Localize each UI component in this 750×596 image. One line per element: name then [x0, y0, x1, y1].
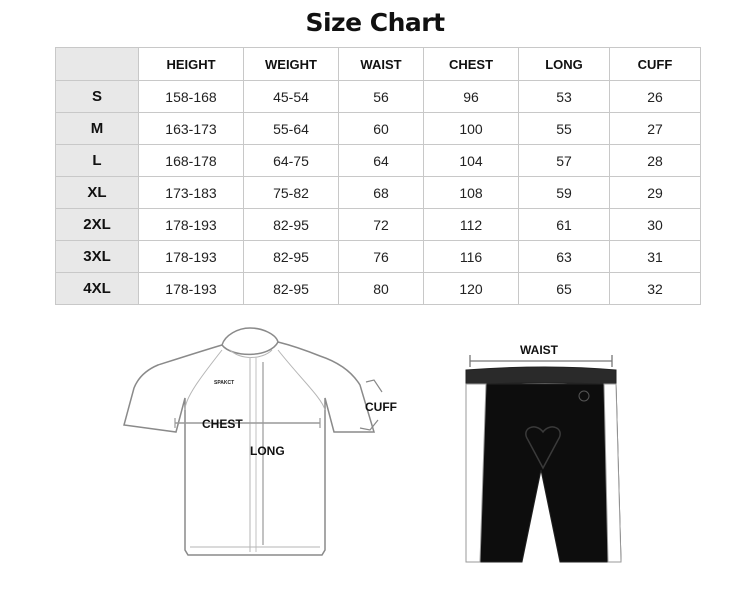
size-cell: XL: [56, 177, 139, 209]
table-cell: 82-95: [244, 241, 339, 273]
table-cell: 53: [519, 81, 610, 113]
size-cell: 3XL: [56, 241, 139, 273]
waist-label: WAIST: [520, 343, 558, 357]
table-cell: 26: [610, 81, 701, 113]
size-cell: L: [56, 145, 139, 177]
header-cell-long: LONG: [519, 48, 610, 81]
table-cell: 57: [519, 145, 610, 177]
table-cell: 178-193: [139, 209, 244, 241]
table-cell: 64-75: [244, 145, 339, 177]
table-cell: 63: [519, 241, 610, 273]
table-cell: 168-178: [139, 145, 244, 177]
table-cell: 31: [610, 241, 701, 273]
table-cell: 75-82: [244, 177, 339, 209]
table-cell: 59: [519, 177, 610, 209]
table-cell: 55: [519, 113, 610, 145]
chest-label: CHEST: [202, 417, 243, 431]
size-cell: S: [56, 81, 139, 113]
table-cell: 68: [339, 177, 424, 209]
page-title: Size Chart: [305, 8, 445, 37]
table-cell: 65: [519, 273, 610, 305]
table-cell: 112: [424, 209, 519, 241]
table-cell: 104: [424, 145, 519, 177]
header-cell-weight: WEIGHT: [244, 48, 339, 81]
long-label: LONG: [250, 444, 285, 458]
header-cell-cuff: CUFF: [610, 48, 701, 81]
table-cell: 82-95: [244, 209, 339, 241]
table-cell: 76: [339, 241, 424, 273]
table-cell: 80: [339, 273, 424, 305]
table-cell: 56: [339, 81, 424, 113]
table-cell: 27: [610, 113, 701, 145]
jersey-illustration: [124, 328, 382, 555]
size-cell: M: [56, 113, 139, 145]
shorts-illustration: [466, 355, 621, 562]
header-cell-chest: CHEST: [424, 48, 519, 81]
table-cell: 163-173: [139, 113, 244, 145]
table-cell: 173-183: [139, 177, 244, 209]
table-cell: 45-54: [244, 81, 339, 113]
jersey-brand-logo: SPAKCT: [214, 380, 235, 386]
header-cell-waist: WAIST: [339, 48, 424, 81]
table-cell: 96: [424, 81, 519, 113]
table-cell: 108: [424, 177, 519, 209]
table-cell: 60: [339, 113, 424, 145]
cuff-label: CUFF: [365, 400, 397, 414]
table-cell: 158-168: [139, 81, 244, 113]
table-cell: 64: [339, 145, 424, 177]
table-cell: 61: [519, 209, 610, 241]
table-cell: 32: [610, 273, 701, 305]
size-cell: 4XL: [56, 273, 139, 305]
table-cell: 29: [610, 177, 701, 209]
table-cell: 178-193: [139, 273, 244, 305]
table-cell: 72: [339, 209, 424, 241]
table-cell: 178-193: [139, 241, 244, 273]
table-cell: 55-64: [244, 113, 339, 145]
table-cell: 116: [424, 241, 519, 273]
table-cell: 30: [610, 209, 701, 241]
table-cell: 28: [610, 145, 701, 177]
table-cell: 100: [424, 113, 519, 145]
size-cell: 2XL: [56, 209, 139, 241]
header-cell-height: HEIGHT: [139, 48, 244, 81]
table-cell: 82-95: [244, 273, 339, 305]
table-cell: 120: [424, 273, 519, 305]
